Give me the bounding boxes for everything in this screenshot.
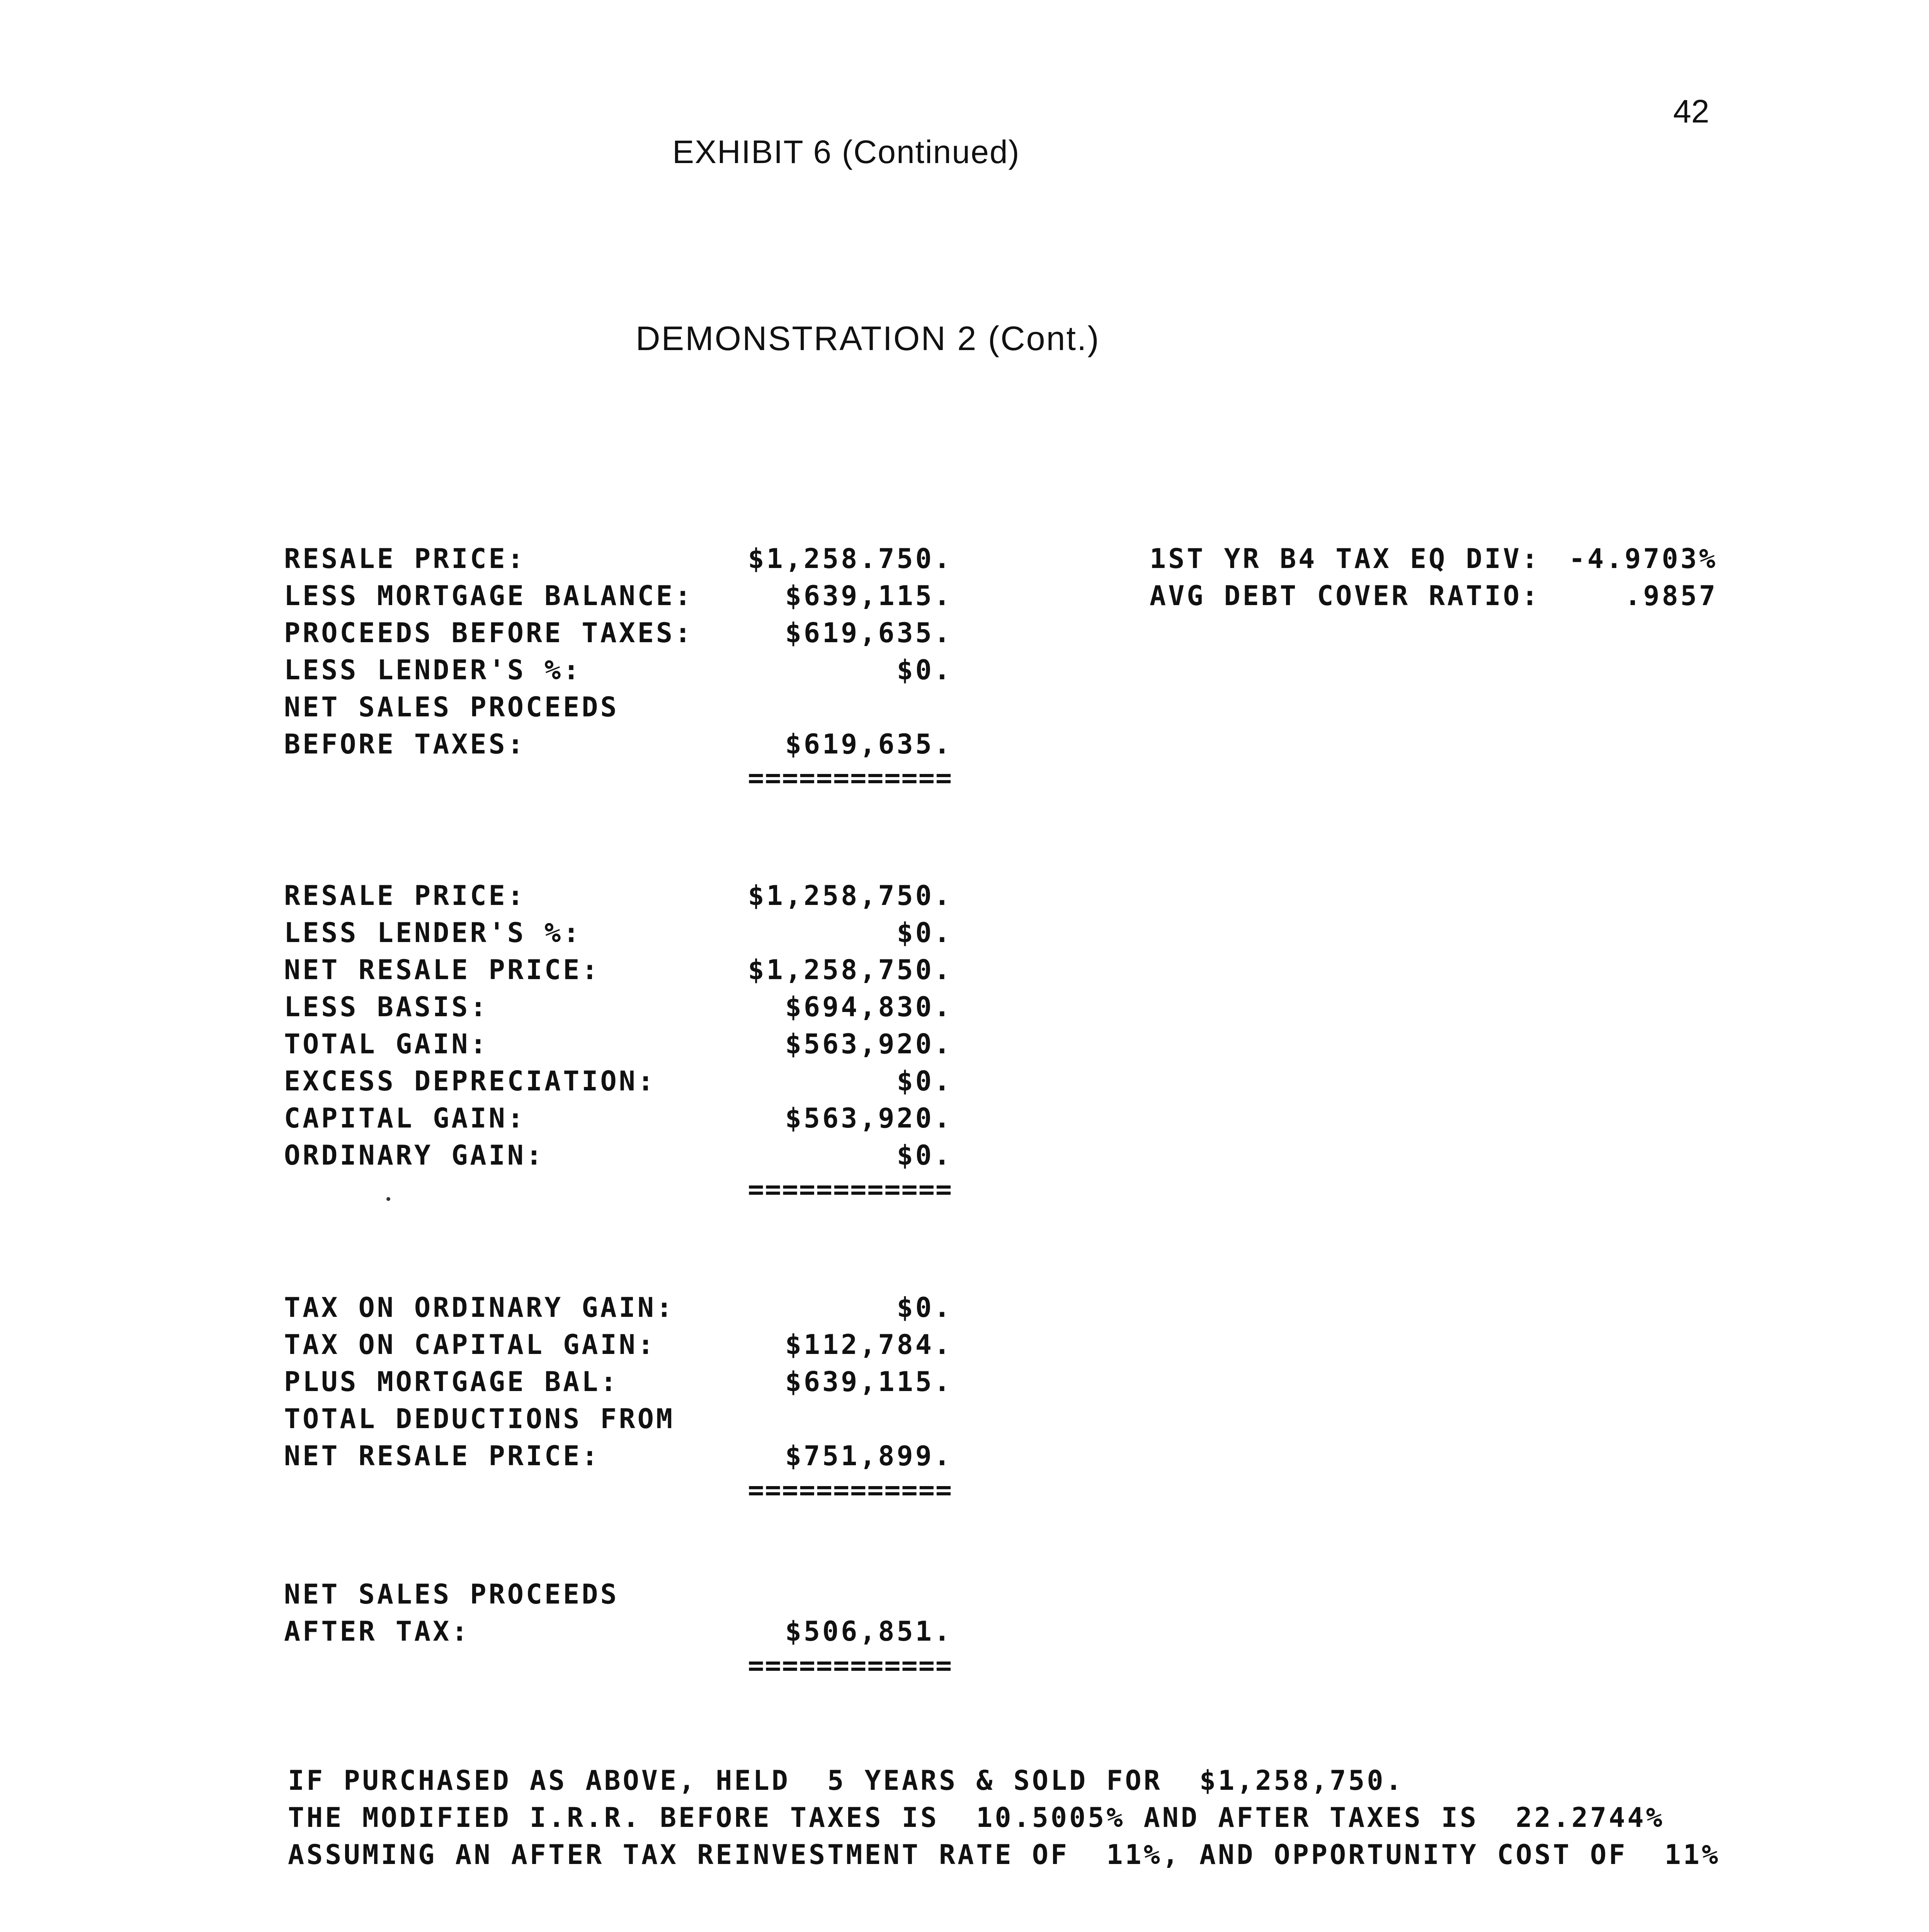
section4-row [284, 1576, 953, 1613]
row-label: ORDINARY GAIN: [284, 1139, 545, 1171]
ratio-label: 1ST YR B4 TAX EQ DIV: [1150, 543, 1541, 575]
row-value: $0. [896, 1139, 953, 1171]
row-value: $619,635. [785, 728, 953, 760]
section3-row [284, 1363, 953, 1400]
row-value: $619,635. [785, 617, 953, 649]
row-label: AFTER TAX: [284, 1616, 470, 1647]
row-label: RESALE PRICE: [284, 543, 526, 575]
section2-row [284, 1063, 953, 1100]
total-rule: ============ [748, 762, 953, 794]
section3-row [284, 1289, 953, 1326]
row-value: $0. [896, 917, 953, 949]
row-value: $751,899. [785, 1440, 953, 1472]
ratio-value: .9857 [1625, 580, 1718, 612]
section1-row [284, 540, 953, 577]
section1-row [284, 614, 953, 651]
section1-row [284, 651, 953, 689]
section2-row [284, 877, 953, 914]
row-label: LESS MORTGAGE BALANCE: [284, 580, 694, 612]
row-label: PROCEEDS BEFORE TAXES: [284, 617, 694, 649]
summary-line: IF PURCHASED AS ABOVE, HELD 5 YEARS & SOLD FOR $1,258,750. [288, 1765, 1404, 1796]
row-label: LESS LENDER'S %: [284, 917, 582, 949]
row-label: LESS LENDER'S %: [284, 654, 582, 686]
row-label: NET RESALE PRICE: [284, 954, 600, 986]
row-value: $563,920. [785, 1028, 953, 1060]
row-label: RESALE PRICE: [284, 880, 526, 912]
section3-row [284, 1400, 953, 1437]
ratio-debt-cover [1150, 577, 1718, 614]
row-value: $1,258,750. [748, 880, 953, 912]
section2-row [284, 1100, 953, 1137]
row-label: TAX ON ORDINARY GAIN: [284, 1292, 675, 1323]
section1-row [284, 689, 953, 726]
row-value: $1,258.750. [748, 543, 953, 575]
row-label: CAPITAL GAIN: [284, 1102, 526, 1134]
section1-row [284, 726, 953, 763]
row-value: $0. [896, 1065, 953, 1097]
section3-row [284, 1326, 953, 1363]
summary-line: THE MODIFIED I.R.R. BEFORE TAXES IS 10.5005% AND AFTER TAXES IS 22.2744% [288, 1802, 1665, 1833]
section2-row [284, 1026, 953, 1063]
section2-row [284, 988, 953, 1026]
total-rule: ============ [748, 1173, 953, 1205]
row-label: EXCESS DEPRECIATION: [284, 1065, 656, 1097]
row-label: NET SALES PROCEEDS [284, 1578, 619, 1610]
row-label: TOTAL GAIN: [284, 1028, 489, 1060]
ratio-label: AVG DEBT COVER RATIO: [1150, 580, 1541, 612]
section4-row [284, 1613, 953, 1650]
section3-row [284, 1437, 953, 1475]
row-value: $112,784. [785, 1329, 953, 1361]
demonstration-title: DEMONSTRATION 2 (Cont.) [636, 319, 1100, 357]
row-label: TAX ON CAPITAL GAIN: [284, 1329, 656, 1361]
section2-row [284, 914, 953, 951]
row-label: BEFORE TAXES: [284, 728, 526, 760]
row-value: $639,115. [785, 1366, 953, 1398]
row-label: TOTAL DEDUCTIONS FROM [284, 1403, 675, 1435]
row-value: $1,258,750. [748, 954, 953, 986]
row-label: NET SALES PROCEEDS [284, 691, 619, 723]
section2-row [284, 951, 953, 988]
page-number: 42 [1673, 93, 1710, 129]
ink-speck [386, 1197, 390, 1201]
total-rule: ============ [748, 1474, 953, 1506]
row-label: PLUS MORTGAGE BAL: [284, 1366, 619, 1398]
row-value: $0. [896, 1292, 953, 1323]
section1-row [284, 577, 953, 614]
row-value: $639,115. [785, 580, 953, 612]
total-rule: ============ [748, 1650, 953, 1681]
row-value: $563,920. [785, 1102, 953, 1134]
ratio-tax-eq-div [1150, 540, 1718, 577]
row-label: NET RESALE PRICE: [284, 1440, 600, 1472]
exhibit-title: EXHIBIT 6 (Continued) [672, 134, 1020, 170]
ratio-value: -4.9703% [1568, 543, 1718, 575]
row-value: $694,830. [785, 991, 953, 1023]
row-label: LESS BASIS: [284, 991, 489, 1023]
row-value: $0. [896, 654, 953, 686]
summary-line: ASSUMING AN AFTER TAX REINVESTMENT RATE OF 11%, AND OPPORTUNITY COST OF 11% [288, 1839, 1721, 1871]
section2-row [284, 1137, 953, 1174]
row-value: $506,851. [785, 1616, 953, 1647]
